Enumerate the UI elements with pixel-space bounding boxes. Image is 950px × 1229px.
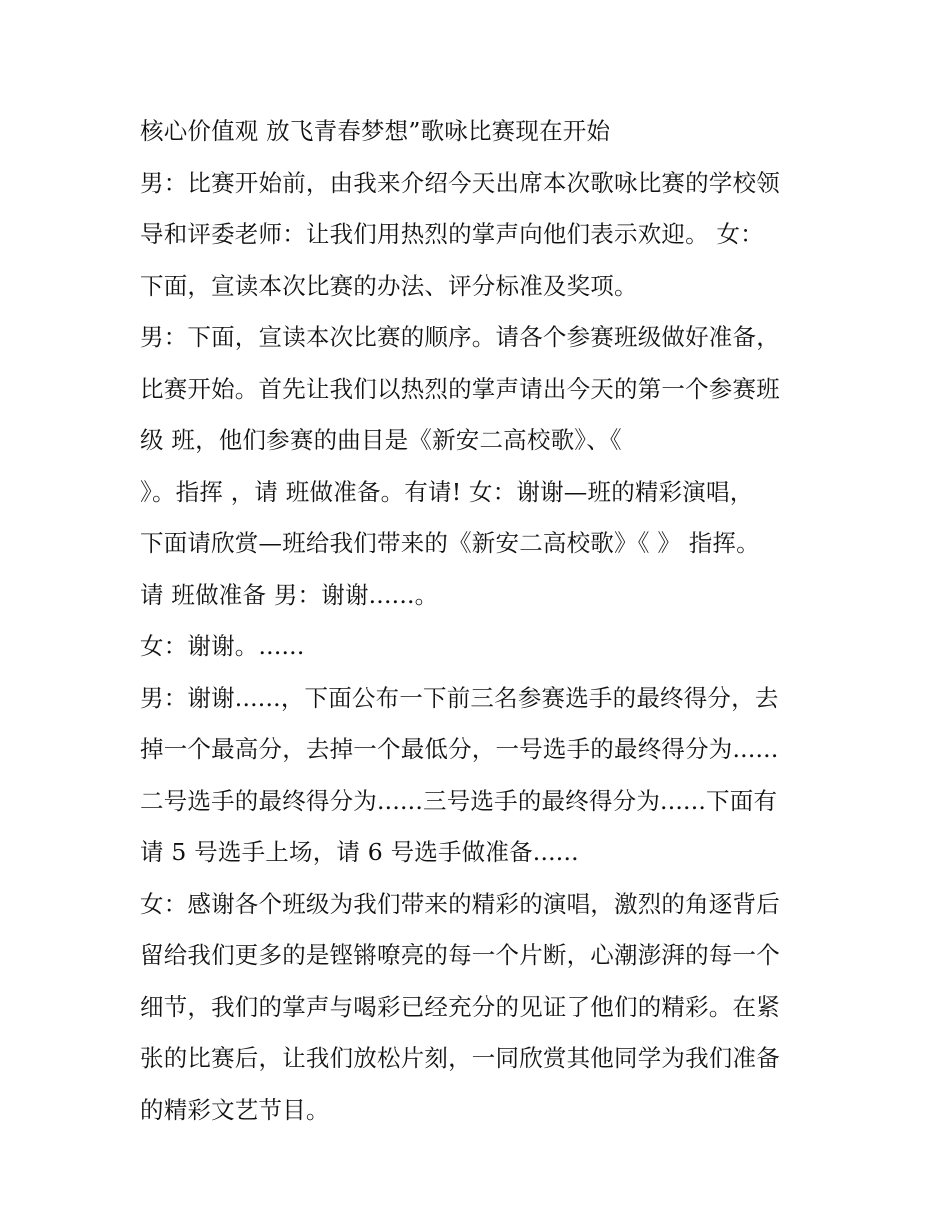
text-line: 导和评委老师：让我们用热烈的掌声向他们表示欢迎。 女： (140, 220, 764, 248)
text-line: 男：谢谢......，下面公布一下前三名参赛选手的最终得分，去 (140, 683, 779, 712)
text-line: 比赛开始。首先让我们以热烈的掌声请出今天的第一个参赛班 (140, 374, 780, 403)
text-line: 掉一个最高分，去掉一个最低分，一号选手的最终得分为...... (140, 735, 779, 763)
text-line: 男：下面，宣读本次比赛的顺序。请各个参赛班级做好准备， (140, 323, 780, 351)
text-line: 下面，宣读本次比赛的办法、评分标准及奖项。 (140, 271, 638, 300)
text-line: 二号选手的最终得分为......三号选手的最终得分为......下面有 (140, 786, 778, 815)
text-line: 女：谢谢。...... (140, 632, 305, 660)
text-line: 留给我们更多的是铿锵嘹亮的每一个片断，心潮澎湃的每一个 (140, 941, 780, 969)
text-line: 女：感谢各个班级为我们带来的精彩的演唱，激烈的角逐背后 (140, 889, 780, 918)
text-line-title: 核心价值观 放飞青春梦想”歌咏比赛现在开始 (140, 117, 611, 145)
text-line: 细节，我们的掌声与喝彩已经充分的见证了他们的精彩。在紧 (140, 992, 780, 1021)
text-line: 男：比赛开始前，由我来介绍今天出席本次歌咏比赛的学校领 (140, 168, 780, 197)
text-line: 下面请欣赏—班给我们带来的《新安二高校歌》《 》 指挥。 (140, 529, 760, 557)
text-line: 级 班，他们参赛的曲目是《新安二高校歌》、《 (140, 426, 622, 454)
text-line: 请 班做准备 男：谢谢......。 (140, 580, 439, 609)
text-line: 请 5 号选手上场，请 6 号选手做准备...... (140, 838, 579, 866)
document-body (140, 111, 830, 1141)
text-line: 》。指挥 ，请 班做准备。有请! 女：谢谢—班的精彩演唱， (140, 477, 754, 506)
text-line: 张的比赛后，让我们放松片刻，一同欣赏其他同学为我们准备 (140, 1044, 780, 1072)
text-line: 的精彩文艺节目。 (140, 1095, 330, 1124)
